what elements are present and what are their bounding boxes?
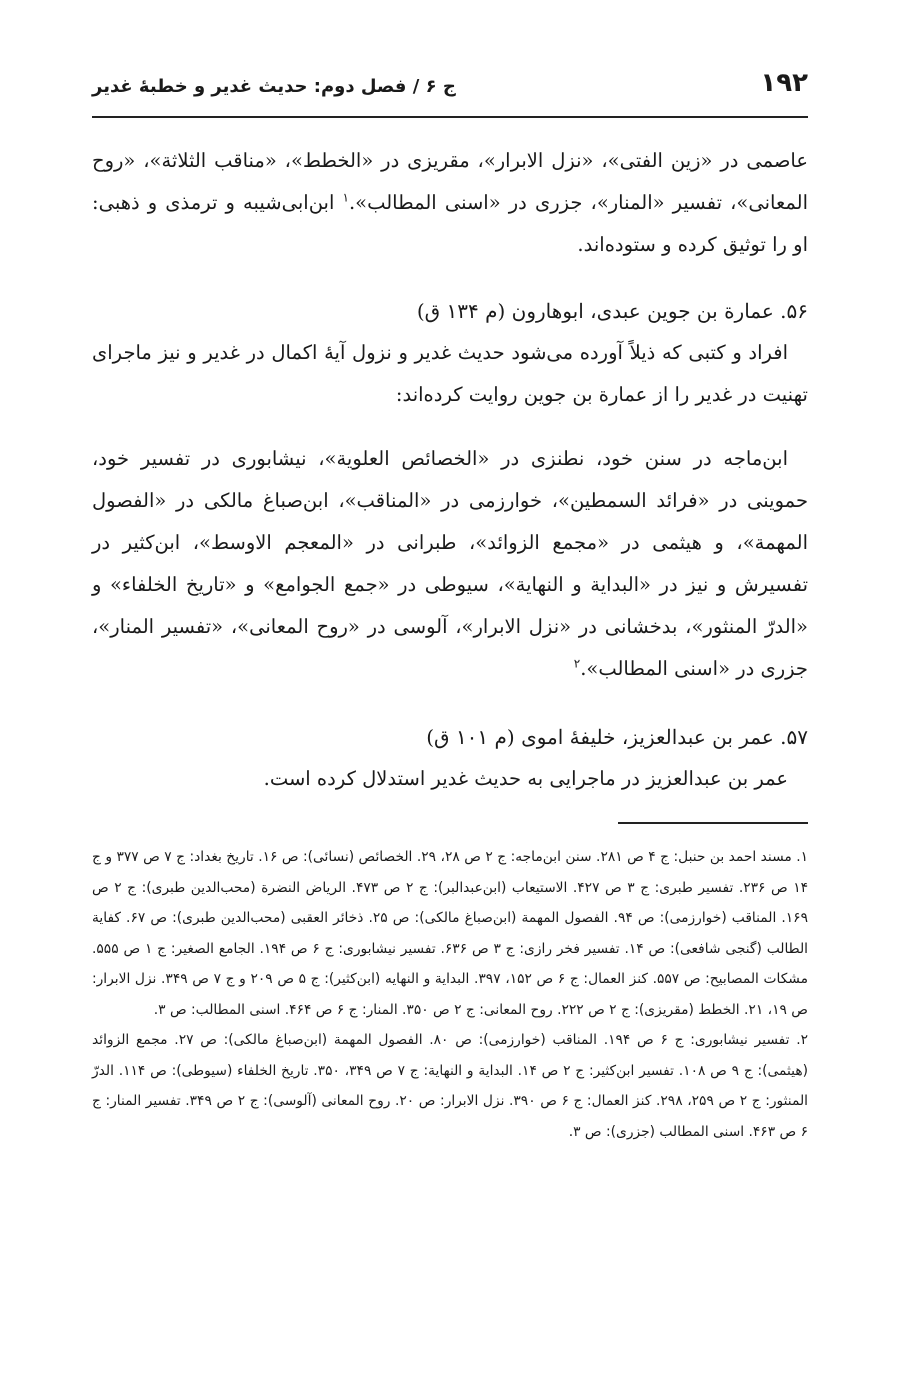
paragraph-57: عمر بن عبدالعزیز در ماجرایی به حدیث غدیر استدلال کرده است.	[263, 767, 788, 790]
paragraph-56-sources	[92, 438, 808, 690]
entry-heading-56: ۵۶. عمارة بن جوین عبدی، ابوهارون (م ۱۳۴ ق)	[416, 299, 808, 323]
paragraph-intro	[92, 140, 808, 266]
footnote-ref-1[interactable]: ۱	[342, 190, 349, 205]
paragraph-56-sources-text: ابن‌ماجه در سنن خود، نطنزی در «الخصائص العلویة»، نیشابوری در تفسیر خود، حموینی در «فرائد السمطین»، خوارزمی در «المناقب»، ابن‌صباغ مالکی در «الفصول المهمة»، و هیثمی در «مجمع الزوائد»، طبرانی در «المعجم الاوسط»، ابن‌کثیر در تفسیرش و نیز در «البدایة و النهایة»، سیوطی در «جمع الجوامع» و «تاریخ الخلفاء» و «الدرّ المنثور»، بدخشانی در «نزل الابرار»، آلوسی در «روح المعانی»، «تفسیر المنار»، جزری در «اسنی المطالب».	[92, 447, 808, 680]
entry-heading-57: ۵۷. عمر بن عبدالعزیز، خلیفۀ اموی (م ۱۰۱ ق)	[426, 725, 808, 749]
paragraph-intro-tail: ابن‌ابی‌شیبه و ترمذی و ذهبی: او را توثیق کرده و ستوده‌اند.	[92, 191, 808, 256]
header-divider	[92, 116, 808, 118]
page-header	[92, 62, 808, 108]
footnote-divider	[618, 822, 808, 824]
paragraph-56-intro: افراد و کتبی که ذیلاً آورده می‌شود حدیث غدیر و نزول آیۀ اکمال در غدیر و نیز ماجرای تهنیت در غدیر را از عمارة بن جوین روایت کرده‌اند:	[92, 341, 808, 406]
running-title: ج ۶ / فصل دوم: حدیث غدیر و خطبۀ غدیر	[92, 76, 456, 97]
footnote-2: ۲. تفسیر نیشابوری: ج ۶ ص ۱۹۴. المناقب (خوارزمی): ص ۸۰. الفصول المهمة (ابن‌صباغ مالکی): ص ۲۷. مجمع الزوائد (هیثمی): ج ۹ ص ۱۰۸. تفسیر ابن‌کثیر: ج ۲ ص ۱۴. البدایة و النهایة: ج ۷ ص ۳۴۹، ۳۵۰. تاریخ الخلفاء (سیوطی): ص ۱۱۴. الدرّ المنثور: ج ۲ ص ۲۵۹، ۲۹۸. کنز العمال: ج ۶ ص ۳۹۰. نزل الابرار: ص ۲۰. روح المعانی (آلوسی): ج ۲ ص ۳۴۹. تفسیر المنار: ج ۶ ص ۴۶۳. اسنی المطالب (جزری): ص ۳.	[92, 1032, 809, 1140]
paragraph-intro-text: عاصمی در «زین الفتی»، «نزل الابرار»، مقریزی در «الخطط»، «مناقب الثلاثة»، «روح المعانی»، تفسیر «المنار»، جزری در «اسنی المطالب».	[92, 149, 808, 214]
footnotes	[92, 842, 808, 1147]
footnote-1: ۱. مسند احمد بن حنبل: ج ۴ ص ۲۸۱. سنن ابن‌ماجه: ج ۲ ص ۲۸، ۲۹. الخصائص (نسائی): ص ۱۶. تاریخ بغداد: ج ۷ ص ۳۷۷ و ج ۱۴ ص ۲۳۶. تفسیر طبری: ج ۳ ص ۴۲۷. الاستیعاب (ابن‌عبدالبر): ج ۲ ص ۴۷۳. الریاض النضرة (محب‌الدین طبری): ج ۲ ص ۱۶۹. المناقب (خوارزمی): ص ۹۴. الفصول المهمة (ابن‌صباغ مالکی): ص ۲۵. ذخائر العقبی (محب‌الدین طبری): ص ۶۷. کفایة الطالب (گنجی شافعی): ص ۱۴. تفسیر فخر رازی: ج ۳ ص ۶۳۶. تفسیر نیشابوری: ج ۶ ص ۱۹۴. الجامع الصغیر: ج ۱ ص ۵۵۵. مشکات المصابیح: ص ۵۵۷. کنز العمال: ج ۶ ص ۱۵۲، ۳۹۷. البدایة و النهایه (ابن‌کثیر): ج ۵ ص ۲۰۹ و ج ۷ ص ۳۴۹. نزل الابرار: ص ۱۹، ۲۱. الخطط (مقریزی): ج ۲ ص ۲۲۲. روح المعانی: ج ۲ ص ۳۵۰. المنار: ج ۶ ص ۴۶۴. اسنی المطالب: ص ۳.	[92, 849, 809, 1018]
footnote-ref-2[interactable]: ۲	[573, 656, 581, 671]
page-number: ۱۹۲	[760, 68, 808, 98]
